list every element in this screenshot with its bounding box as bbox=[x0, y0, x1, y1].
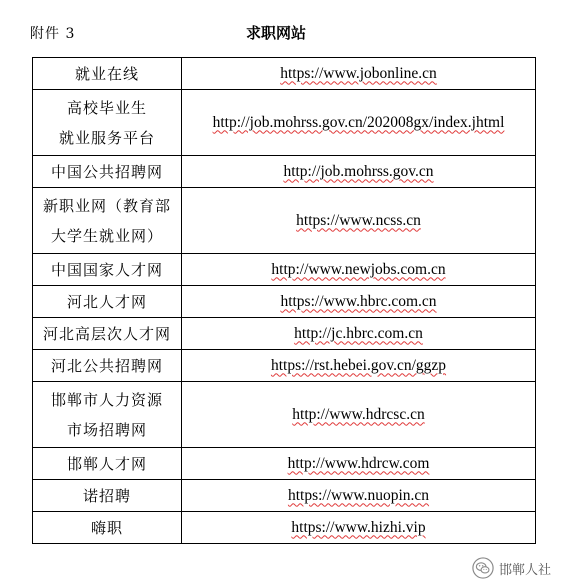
site-url-cell bbox=[182, 350, 536, 382]
table-row bbox=[33, 156, 536, 188]
site-url-link[interactable]: https://www.ncss.cn bbox=[296, 211, 421, 229]
site-name-cell bbox=[33, 58, 182, 90]
site-name-cell bbox=[33, 254, 182, 286]
site-name-cell bbox=[33, 90, 182, 156]
site-url-link[interactable]: http://job.mohrss.gov.cn bbox=[283, 162, 434, 180]
table-row bbox=[33, 350, 536, 382]
table-row bbox=[33, 254, 536, 286]
site-url-cell bbox=[182, 254, 536, 286]
site-url-link[interactable]: http://jc.hbrc.com.cn bbox=[294, 324, 423, 342]
watermark-text: 邯郸人社 bbox=[498, 562, 551, 578]
table-row bbox=[33, 188, 536, 254]
site-url-link[interactable]: https://rst.hebei.gov.cn/ggzp bbox=[270, 356, 447, 374]
site-url-cell bbox=[182, 382, 536, 448]
site-name-cell bbox=[33, 188, 182, 254]
site-name-cell bbox=[33, 480, 182, 512]
table-row bbox=[33, 58, 536, 90]
site-url-cell bbox=[182, 188, 536, 254]
site-name-line: 中国公共招聘网 bbox=[50, 162, 163, 181]
site-url-link[interactable]: https://www.hizhi.vip bbox=[291, 518, 426, 536]
job-sites-table-body bbox=[33, 58, 536, 544]
site-url-cell bbox=[182, 90, 536, 156]
site-url-link[interactable]: http://www.hdrcsc.cn bbox=[292, 405, 425, 423]
site-url-cell bbox=[182, 512, 536, 544]
site-url-link[interactable]: https://www.nuopin.cn bbox=[287, 486, 430, 504]
site-url-cell bbox=[182, 156, 536, 188]
site-url-cell bbox=[182, 286, 536, 318]
site-name-line: 河北高层次人才网 bbox=[42, 324, 171, 343]
site-name-line: 嗨职 bbox=[90, 518, 123, 537]
site-name-line: 就业在线 bbox=[74, 64, 139, 83]
wechat-watermark bbox=[472, 557, 551, 579]
table-row bbox=[33, 512, 536, 544]
site-name-cell bbox=[33, 350, 182, 382]
site-name-line: 高校毕业生 bbox=[66, 98, 147, 117]
site-name-cell bbox=[33, 286, 182, 318]
site-name-line: 诺招聘 bbox=[82, 486, 131, 505]
site-url-cell bbox=[182, 58, 536, 90]
site-url-link[interactable]: http://job.mohrss.gov.cn/202008gx/index.jhtml bbox=[212, 113, 505, 131]
site-url-link[interactable]: http://www.hdrcw.com bbox=[287, 454, 430, 472]
job-sites-table bbox=[32, 57, 536, 544]
site-name-cell bbox=[33, 156, 182, 188]
page-title: 求职网站 bbox=[246, 24, 307, 42]
site-name-cell bbox=[33, 318, 182, 350]
site-url-link[interactable]: http://www.newjobs.com.cn bbox=[271, 260, 446, 278]
table-row bbox=[33, 286, 536, 318]
table-row bbox=[33, 448, 536, 480]
table-row bbox=[33, 382, 536, 448]
site-name-line: 就业服务平台 bbox=[58, 128, 155, 147]
site-name-cell bbox=[33, 382, 182, 448]
site-name-line: 新职业网（教育部 bbox=[42, 196, 171, 215]
site-url-cell bbox=[182, 480, 536, 512]
site-name-cell bbox=[33, 448, 182, 480]
wechat-icon bbox=[472, 557, 494, 579]
site-name-cell bbox=[33, 512, 182, 544]
table-row bbox=[33, 90, 536, 156]
table-row bbox=[33, 480, 536, 512]
site-url-link[interactable]: https://www.jobonline.cn bbox=[280, 64, 437, 82]
site-name-line: 大学生就业网） bbox=[50, 226, 163, 245]
site-name-line: 河北人才网 bbox=[66, 292, 147, 311]
site-name-line: 邯郸人才网 bbox=[66, 454, 147, 473]
site-name-line: 中国国家人才网 bbox=[50, 260, 163, 279]
site-name-line: 邯郸市人力资源 bbox=[50, 390, 163, 409]
site-url-cell bbox=[182, 448, 536, 480]
site-name-line: 市场招聘网 bbox=[66, 420, 147, 439]
site-url-link[interactable]: https://www.hbrc.com.cn bbox=[280, 292, 437, 310]
attachment-label: 附件 3 bbox=[30, 26, 76, 42]
site-name-line: 河北公共招聘网 bbox=[50, 356, 163, 375]
site-url-cell bbox=[182, 318, 536, 350]
table-row bbox=[33, 318, 536, 350]
